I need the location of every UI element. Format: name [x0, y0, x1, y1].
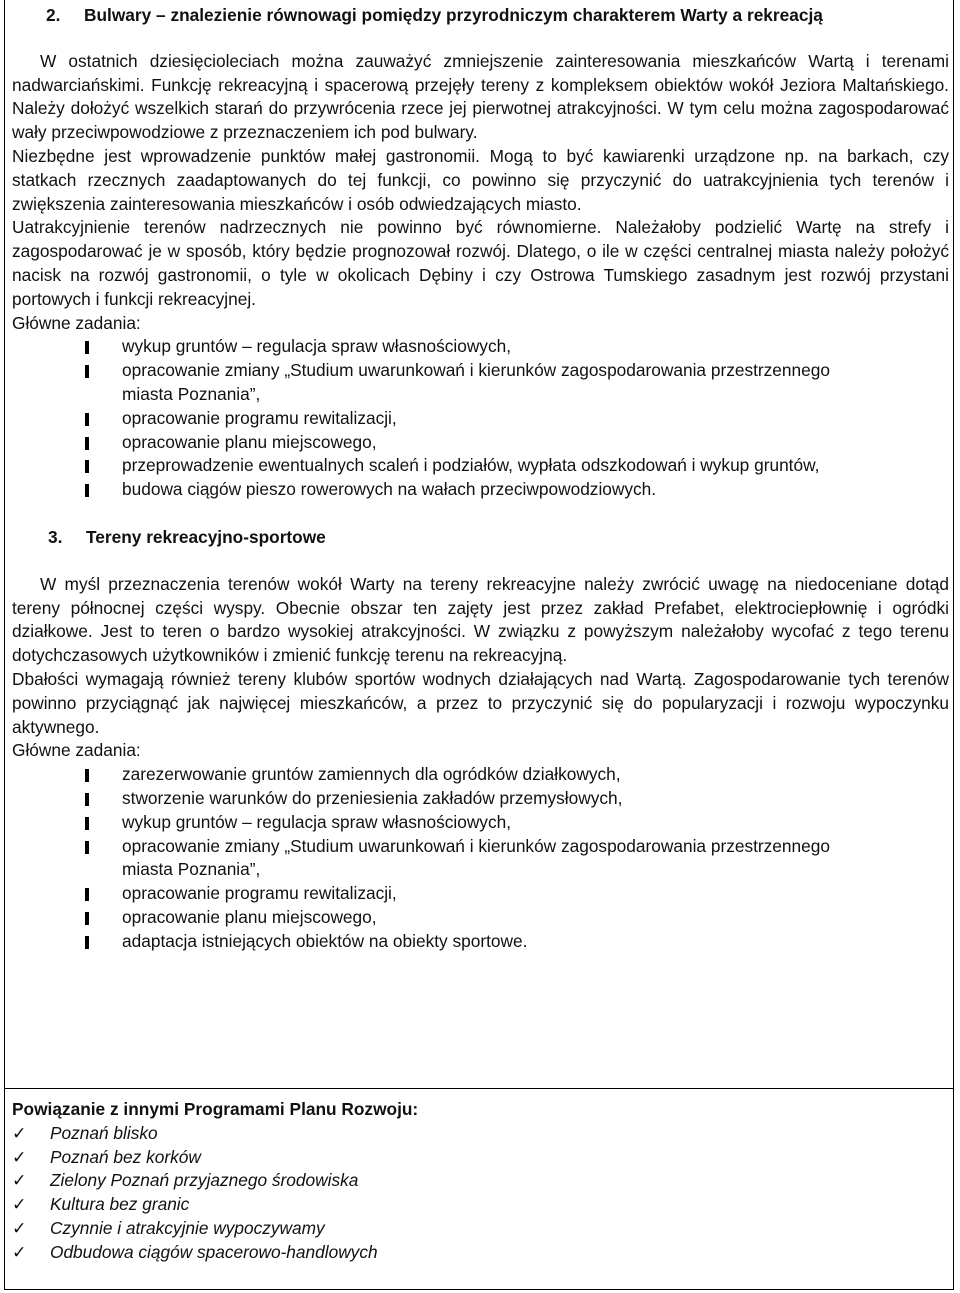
document-page	[4, 0, 954, 1290]
section-3-paragraph-1: W myśl przeznaczenia terenów wokół Warty na tereny rekreacyjne należy zwrócić uwagę na niedoceniane dotąd tereny północnej części wyspy. Obecnie obszar ten zajęty jest przez zakład Prefabet, elektrociepłownię i ogródki działkowe. Jest to teren o bardzo wysokiej atrakcyjności. W związku z powyższym należałoby wycofać z tego terenu dotychczasowych użytkowników i zmienić funkcję terenu na rekreacyjną.	[12, 573, 949, 666]
list-item: budowa ciągów pieszo rowerowych na wałach przeciwpowodziowych.	[12, 478, 949, 502]
section-3-heading	[12, 526, 949, 550]
list-item: opracowanie planu miejscowego,	[12, 906, 949, 930]
related-programs-section	[12, 1098, 942, 1265]
list-item: ✓ Kultura bez granic	[12, 1193, 942, 1217]
list-item: ✓ Odbudowa ciągów spacerowo-handlowych	[12, 1241, 942, 1265]
list-item: przeprowadzenie ewentualnych scaleń i podziałów, wypłata odszkodowań i wykup gruntów,	[12, 454, 949, 478]
checkmark-icon: ✓	[12, 1217, 27, 1238]
bullet-icon	[84, 906, 122, 930]
bullet-icon	[84, 787, 122, 811]
list-item: opracowanie programu rewitalizacji,	[12, 882, 949, 906]
bullet-icon	[84, 811, 122, 835]
checkmark-icon: ✓	[12, 1122, 27, 1143]
bullet-icon	[84, 930, 122, 954]
section-2-heading	[10, 4, 949, 28]
goals-section	[5, 0, 953, 1089]
bullet-icon	[84, 335, 122, 359]
section-2-paragraph-3: Uatrakcyjnienie terenów nadrzecznych nie powinno być równomierne. Należałoby podzielić Wartę na strefy i zagospodarować je w sposób, który będzie prognozował rozwój. Dlatego, o ile w części centralnej miasta należy położyć nacisk na rozwój gastronomii, o tyle w okolicach Dębiny i czy Ostrowa Tumskiego zasadnym jest rozwój przystani portowych i funkcji rekreacyjnej.	[12, 217, 949, 309]
checkmark-icon: ✓	[12, 1146, 27, 1167]
list-item: opracowanie zmiany „Studium uwarunkowań i kierunków zagospodarowania przestrzennego miasta Poznania”,	[12, 835, 949, 883]
list-item: zarezerwowanie gruntów zamiennych dla ogródków działkowych,	[12, 763, 949, 787]
bullet-icon	[84, 882, 122, 906]
list-item: ✓ Poznań bez korków	[12, 1146, 942, 1170]
bullet-icon	[84, 359, 122, 407]
bullet-icon	[84, 454, 122, 478]
checkmark-icon: ✓	[12, 1194, 27, 1215]
section-2-title: Bulwary – znalezienie równowagi pomiędzy przyrodniczym charakterem Warty a rekreacją	[84, 5, 823, 25]
list-item: ✓ Poznań blisko	[12, 1122, 942, 1146]
checkmark-icon: ✓	[12, 1170, 27, 1191]
checkmark-icon: ✓	[12, 1241, 27, 1262]
bullet-icon	[84, 835, 122, 883]
bullet-icon	[84, 478, 122, 502]
section-3-paragraph-2: Dbałości wymagają również tereny klubów sportów wodnych działających nad Wartą. Zagospodarowanie tych terenów powinno przyciągnąć jak najwięcej mieszkańców, a przez to przyczynić się do popularyzacji i rozwoju wypoczynku aktywnego.	[12, 668, 949, 737]
section-3-task-list	[12, 763, 949, 953]
list-item: wykup gruntów – regulacja spraw własnościowych,	[12, 335, 949, 359]
section-2-task-list	[12, 335, 949, 502]
section-2-paragraph-1: W ostatnich dziesięcioleciach można zauważyć zmniejszenie zainteresowania mieszkańców Wartą i terenami nadwarciańskimi. Funkcję rekreacyjną i spacerową przejęły tereny z kompleksem obiektów wokół Jeziora Maltańskiego. Należy dołożyć wszelkich starań do przywrócenia rzece jej pierwotnej atrakcyjności. W tym celu można zagospodarować wały przeciwpowodziowe z przeznaczeniem ich pod bulwary.	[12, 50, 949, 143]
section-2-tasks-label: Główne zadania:	[12, 312, 141, 333]
bullet-icon	[84, 763, 122, 787]
section-3-number: 3.	[48, 526, 63, 547]
section-3-tasks-label: Główne zadania:	[12, 740, 141, 761]
list-item: ✓ Czynnie i atrakcyjnie wypoczywamy	[12, 1217, 942, 1241]
related-programs-title: Powiązanie z innymi Programami Planu Rozwoju:	[12, 1099, 419, 1119]
related-programs-list	[12, 1122, 942, 1265]
goals-content	[12, 4, 949, 953]
list-item: wykup gruntów – regulacja spraw własnościowych,	[12, 811, 949, 835]
list-item: opracowanie programu rewitalizacji,	[12, 407, 949, 431]
section-2-paragraph-2: Niezbędne jest wprowadzenie punktów małej gastronomii. Mogą to być kawiarenki urządzone np. na barkach, czy statkach rzecznych zaadaptowanych do tej funkcji, co powinno się przyczynić do uatrakcyjnienia tych terenów i zwiększenia zainteresowania mieszkańców i osób odwiedzających miasto.	[12, 145, 949, 214]
list-item: opracowanie planu miejscowego,	[12, 431, 949, 455]
bullet-icon	[84, 431, 122, 455]
section-2-number: 2.	[46, 5, 61, 25]
bullet-icon	[84, 407, 122, 431]
list-item: ✓ Zielony Poznań przyjaznego środowiska	[12, 1169, 942, 1193]
list-item: opracowanie zmiany „Studium uwarunkowań i kierunków zagospodarowania przestrzennego miasta Poznania”,	[12, 359, 949, 407]
section-3-title: Tereny rekreacyjno-sportowe	[86, 526, 326, 547]
list-item: stworzenie warunków do przeniesienia zakładów przemysłowych,	[12, 787, 949, 811]
list-item: adaptacja istniejących obiektów na obiekty sportowe.	[12, 930, 949, 954]
